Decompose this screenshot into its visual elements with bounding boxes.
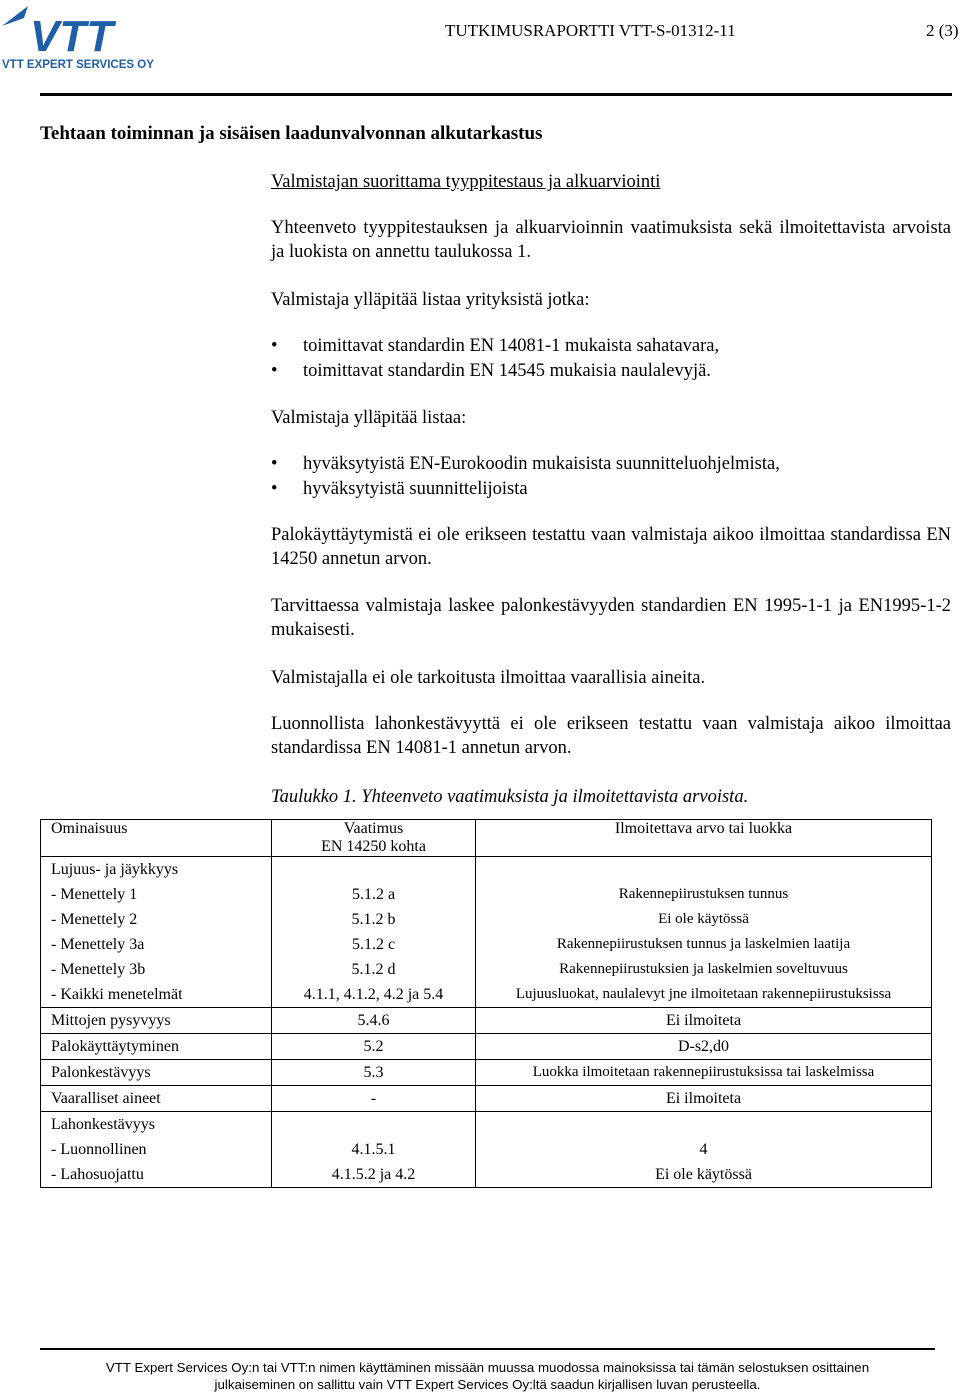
table-row: Vaaralliset aineet - Ei ilmoiteta — [41, 1086, 932, 1112]
table-caption: Taulukko 1. Yhteenveto vaatimuksista ja ilmoitettavista arvoista. — [271, 787, 749, 807]
column-header-value: Ilmoitettava arvo tai luokka — [476, 820, 932, 857]
bullet-icon: • — [271, 361, 278, 381]
footer-line: julkaiseminen on sallittu vain VTT Expert Services Oy:ltä saadun kirjallisen luvan perusteella. — [214, 1377, 761, 1392]
footer-line: VTT Expert Services Oy:n tai VTT:n nimen käyttäminen missään muussa muodossa mainoksissa tai tämän selostuksen osittainen — [105, 1360, 870, 1375]
requirements-table — [40, 819, 932, 1188]
table-row-strength: Lujuus- ja jäykkyys - Menettely 1 - Menettely 2 - Menettely 3a - Menettely 3b - Kaikki menetelmät 5.1.2 a 5.1.2 b 5.1.2 c 5.1.2 d 4.1.1, 4.1.2, 4.2 ja 5.4 Rakennepiirustuksen tunnus Ei ole käytössä Rakennepiirustuksen tunnus ja laskelmien laatija Rakennepiirustuksien ja laskelmien soveltuvuus Lujuusluokat, naulalevyt jne ilmoitetaan rakennepiirustuksissa — [41, 857, 932, 1008]
bullet-icon: • — [271, 479, 278, 499]
bullet-icon: • — [271, 336, 278, 356]
paragraph-durability: Luonnollista lahonkestävyyttä ei ole erikseen testattu vaan valmistaja aikoo ilmoittaa standardissa EN 14081-1 annetun arvon. — [271, 714, 951, 758]
paragraph-hazardous: Valmistajalla ei ole tarkoitusta ilmoittaa vaarallisia aineita. — [271, 668, 706, 688]
logo-wordmark: VTT — [30, 12, 114, 61]
group-title: Lahonkestävyys — [51, 1116, 155, 1133]
header-divider — [40, 93, 952, 96]
table-row: Palonkestävyys 5.3 Luokka ilmoitetaan rakennepiirustuksissa tai laskelmissa — [41, 1060, 932, 1086]
paragraph-summary: Yhteenveto tyyppitestauksen ja alkuarvioinnin vaatimuksista sekä ilmoitettavista arvoista ja luokista on annettu taulukossa 1. — [271, 218, 951, 262]
paragraph-fire-behaviour: Palokäyttäytymistä ei ole erikseen testattu vaan valmistaja aikoo ilmoittaa standardissa EN 14250 annetun arvon. — [271, 525, 951, 569]
table-row: Mittojen pysyvyys 5.4.6 Ei ilmoiteta — [41, 1008, 932, 1034]
report-id: TUTKIMUSRAPORTTI VTT-S-01312-11 — [445, 21, 736, 40]
table-header-row — [41, 820, 932, 857]
section-title: Tehtaan toiminnan ja sisäisen laadunvalvonnan alkutarkastus — [40, 123, 543, 144]
footer-divider — [40, 1348, 935, 1350]
paragraph-fire-resistance: Tarvittaessa valmistaja laskee palonkestävyyden standardien EN 1995-1-1 ja EN1995-1-2 mukaisesti. — [271, 596, 951, 640]
vtt-logo — [0, 4, 175, 72]
subsection-title: Valmistajan suorittama tyyppitestaus ja alkuarviointi — [271, 172, 661, 192]
logo-subtitle: VTT EXPERT SERVICES OY — [2, 59, 154, 71]
paragraph-companies: Valmistaja ylläpitää listaa yrityksistä jotka: — [271, 290, 590, 310]
table-row: Palokäyttäytyminen 5.2 D-s2,d0 — [41, 1034, 932, 1060]
column-header-property: Ominaisuus — [41, 820, 272, 857]
group-title: Lujuus- ja jäykkyys — [51, 861, 179, 878]
column-header-requirement: Vaatimus EN 14250 kohta — [272, 820, 476, 857]
bullet-icon: • — [271, 454, 278, 474]
table-row-durability: Lahonkestävyys - Luonnollinen - Lahosuojattu 4.1.5.1 4.1.5.2 ja 4.2 4 Ei ole käytössä — [41, 1112, 932, 1188]
page-number: 2 (3) — [926, 21, 959, 40]
paragraph-lists: Valmistaja ylläpitää listaa: — [271, 408, 467, 428]
footer-notice — [40, 1359, 935, 1393]
